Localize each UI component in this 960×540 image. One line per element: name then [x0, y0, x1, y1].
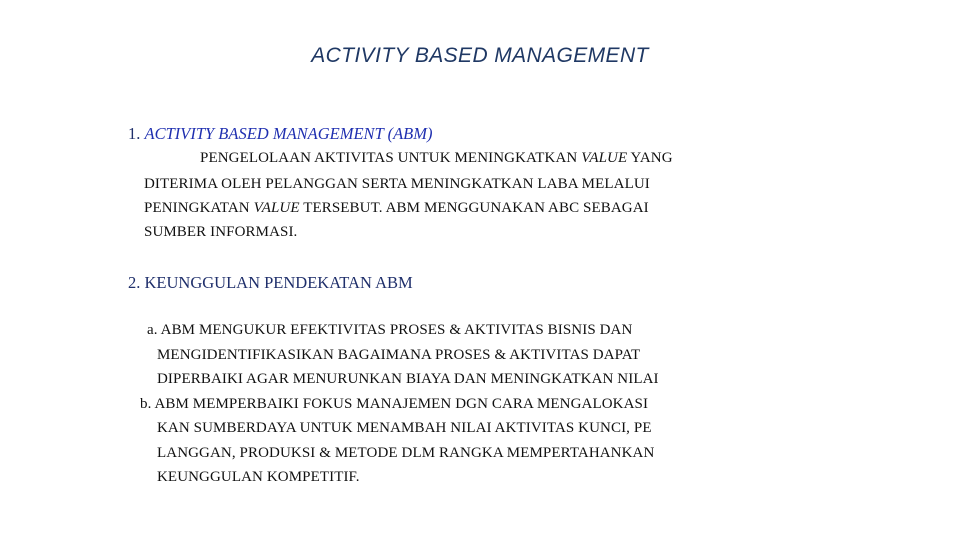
section-1-number: 1. [128, 124, 141, 143]
section-1-heading [128, 124, 432, 144]
section-2-item-a-line-3: DIPERBAIKI AGAR MENURUNKAN BIAYA DAN MENINGKATKAN NILAI [157, 371, 659, 387]
section-2-item-a-line-1: a. ABM MENGUKUR EFEKTIVITAS PROSES & AKTIVITAS BISNIS DAN [147, 322, 633, 338]
section-1-line-3-text-a: PENINGKATAN [144, 200, 254, 216]
page-title: ACTIVITY BASED MANAGEMENT [311, 44, 649, 67]
section-1-line-1 [200, 150, 673, 167]
section-2-item-b-line-4: KEUNGGULAN KOMPETITIF. [157, 469, 360, 485]
section-1-line-3-text-b: TERSEBUT. ABM MENGGUNAKAN ABC SEBAGAI [299, 200, 649, 216]
section-2-item-b-line-1: b. ABM MEMPERBAIKI FOKUS MANAJEMEN DGN CARA MENGALOKASI [140, 396, 649, 412]
section-1-line-1-text-a: PENGELOLAAN AKTIVITAS UNTUK MENINGKATKAN [200, 150, 582, 166]
section-1-line-4: SUMBER INFORMASI. [144, 224, 298, 240]
section-2-heading: 2. KEUNGGULAN PENDEKATAN ABM [128, 273, 413, 292]
section-2-item-b-line-2: KAN SUMBERDAYA UNTUK MENAMBAH NILAI AKTIVITAS KUNCI, PE [157, 420, 652, 436]
section-1-line-1-text-b: YANG [627, 150, 673, 166]
section-2-item-b-line-3: LANGGAN, PRODUKSI & METODE DLM RANGKA MEMPERTAHANKAN [157, 445, 655, 461]
section-1-line-2: DITERIMA OLEH PELANGGAN SERTA MENINGKATKAN LABA MELALUI [144, 176, 650, 192]
section-1-line-1-italic: VALUE [581, 150, 628, 166]
section-1-title: ACTIVITY BASED MANAGEMENT (ABM) [144, 124, 433, 143]
section-2-item-a-line-2: MENGIDENTIFIKASIKAN BAGAIMANA PROSES & AKTIVITAS DAPAT [157, 347, 641, 363]
section-1-line-3-italic: VALUE [253, 200, 300, 216]
section-1-line-3 [144, 200, 649, 217]
